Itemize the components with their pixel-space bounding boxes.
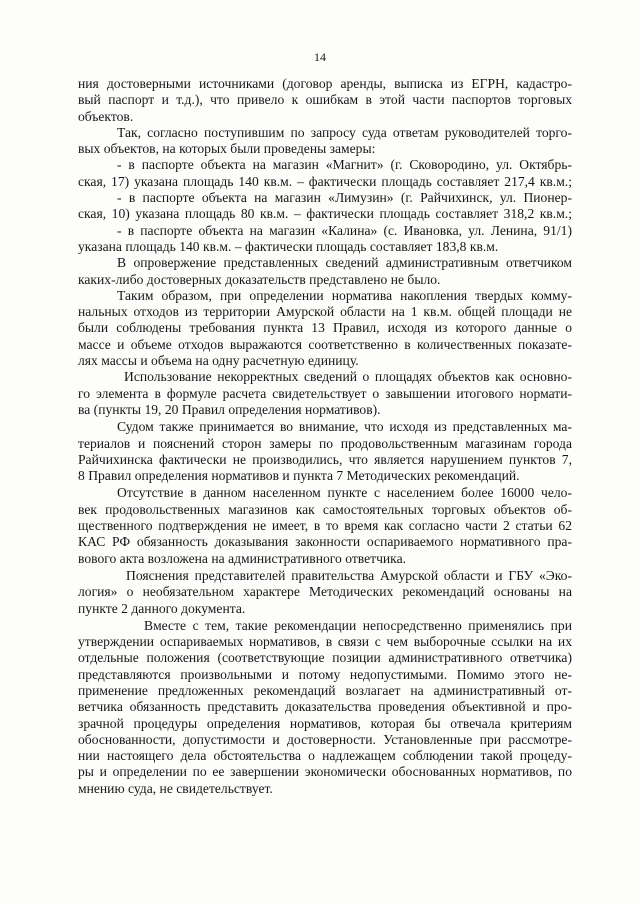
text-line: ветчика обязанность представить доказательства проведения объективной и про- bbox=[78, 699, 572, 715]
text-line: ская, 10) указана площадь 80 кв.м. – фактически площадь составляет 318,2 кв.м.; bbox=[78, 206, 572, 222]
text-line: Отсутствие в данном населенном пункте с населением более 16000 чело- bbox=[117, 485, 572, 501]
page-number: 14 bbox=[314, 50, 326, 64]
text-line: териалов и пояснений сторон замеры по продовольственным магазинам города bbox=[78, 435, 572, 451]
text-line: нии настоящего дела обстоятельства о надлежащем соблюдении такой процеду- bbox=[78, 748, 572, 764]
text-line: В опровержение представленных сведений административным ответчиком bbox=[117, 255, 572, 271]
text-line: Судом также принимается во внимание, что исходя из представленных ма- bbox=[117, 419, 572, 435]
text-line: утверждении оспариваемых нормативов, в связи с чем выборочные ссылки на их bbox=[78, 634, 572, 650]
text-line: Райчихинска фактически не производились, что является нарушением пунктов 7, bbox=[78, 451, 572, 467]
text-line: лях массы и объема на одну расчетную единицу. bbox=[78, 353, 359, 369]
text-line: массе и объеме отходов выражаются соответственно в количественных показате- bbox=[78, 336, 572, 352]
text-line: представляются произвольными и потому недопустимыми. Помимо этого не- bbox=[78, 666, 572, 682]
text-line: - в паспорте объекта на магазин «Лимузин» (г. Райчихинск, ул. Пионер- bbox=[117, 190, 572, 206]
text-line: Использование некорректных сведений о площадях объектов как основно- bbox=[124, 369, 572, 385]
text-line: щественного подтверждения не имеет, в то время как согласно части 2 статьи 62 bbox=[78, 518, 572, 534]
text-line: Так, согласно поступившим по запросу суда ответам руководителей торго- bbox=[117, 124, 572, 140]
text-line: ская, 17) указана площадь 140 кв.м. – фактически площадь составляет 217,4 кв.м.; bbox=[78, 173, 572, 189]
text-line: век продовольственных магазинов как самостоятельных торговых объектов об- bbox=[78, 501, 572, 517]
text-line: Вместе с тем, такие рекомендации непосредственно применялись при bbox=[144, 617, 572, 633]
text-line: вых объектов, на которых были проведены замеры: bbox=[78, 141, 376, 157]
text-line: вового акта возложена на административного ответчика. bbox=[78, 550, 407, 566]
document-body bbox=[78, 76, 572, 797]
text-line: применение предложенных рекомендаций возлагает на административный от- bbox=[78, 682, 572, 698]
text-line: указана площадь 140 кв.м. – фактически площадь составляет 183,8 кв.м. bbox=[78, 238, 499, 254]
text-line: нальных отходов из территории Амурской области на 1 кв.м. общей площади не bbox=[78, 304, 572, 320]
text-line: логия» о необязательном характере Методических рекомендаций основаны на bbox=[78, 584, 572, 600]
text-line: пункте 2 данного документа. bbox=[78, 600, 246, 616]
text-line: - в паспорте объекта на магазин «Калина» (с. Ивановка, ул. Ленина, 91/1) bbox=[117, 222, 572, 238]
text-line: вый паспорт и т.д.), что привело к ошибкам в этой части паспортов торговых bbox=[78, 92, 572, 108]
text-line: объектов. bbox=[78, 108, 134, 124]
text-line: - в паспорте объекта на магазин «Магнит» (г. Сковородино, ул. Октябрь- bbox=[117, 157, 572, 173]
text-line: ры и определении по ее завершении экономически обоснованных нормативов, по bbox=[78, 764, 572, 780]
text-line: каких-либо достоверных доказательств представлено не было. bbox=[78, 271, 441, 287]
text-line: мнению суда, не свидетельствует. bbox=[78, 780, 273, 796]
text-line: го элемента в формуле расчета свидетельствует о завышении итогового нормати- bbox=[78, 385, 572, 401]
text-line: Таким образом, при определении норматива накопления твердых комму- bbox=[117, 287, 572, 303]
text-line: ния достоверными источниками (договор аренды, выписка из ЕГРН, кадастро- bbox=[78, 76, 572, 91]
text-line: ва (пункты 19, 20 Правил определения нормативов). bbox=[78, 401, 381, 417]
text-line: отдельные положения (соответствующие позиции административного ответчика) bbox=[78, 650, 572, 666]
text-line: Пояснения представителей правительства Амурской области и ГБУ «Эко- bbox=[126, 567, 572, 583]
text-line: 8 Правил определения нормативов и пункта 7 Методических рекомендаций. bbox=[78, 468, 520, 484]
text-line: зрачной процедуры определения нормативов, которая бы отвечала критериям bbox=[78, 715, 572, 731]
text-line: были соблюдены требования пункта 13 Правил, исходя из которого данные о bbox=[78, 320, 572, 336]
text-line: КАС РФ обязанность доказывания законности оспариваемого нормативного пра- bbox=[78, 534, 572, 550]
text-line: обоснованности, допустимости и достоверности. Установленные при рассмотре- bbox=[78, 731, 572, 747]
